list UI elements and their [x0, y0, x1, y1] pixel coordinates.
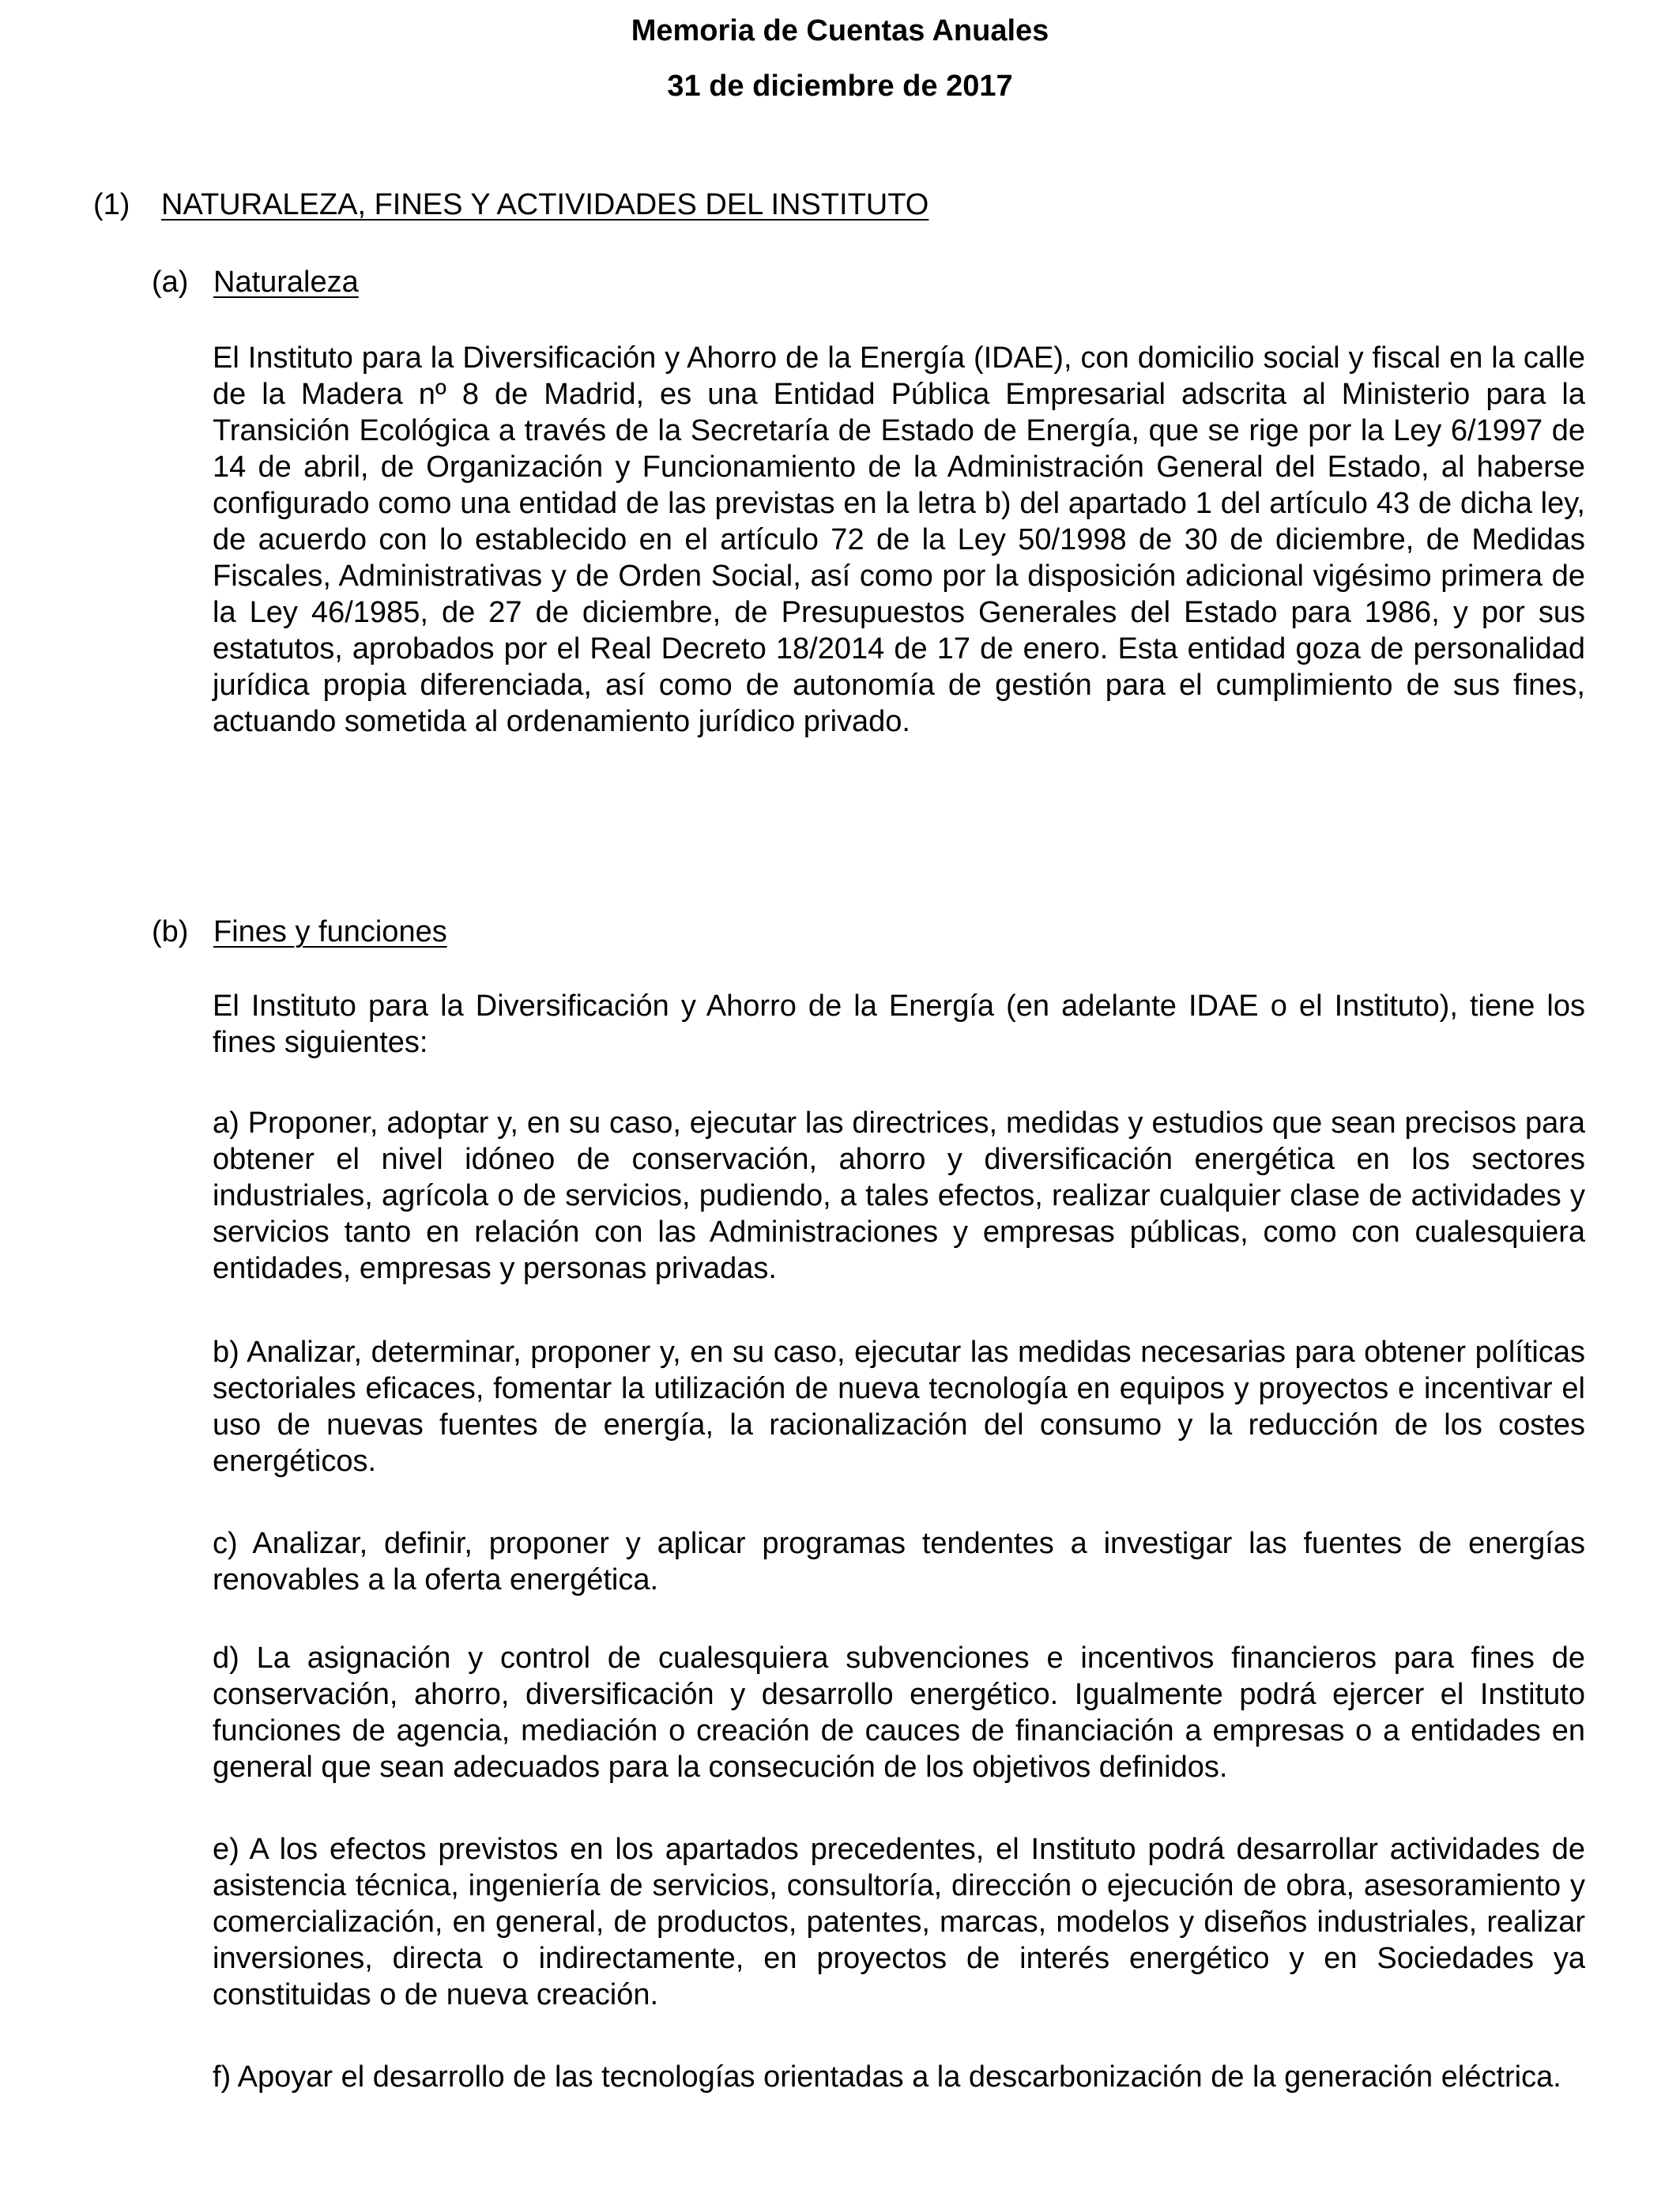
section-1-heading: [93, 187, 929, 223]
fines-item-b: b) Analizar, determinar, proponer y, en su caso, ejecutar las medidas necesarias para obtener políticas sectoriales eficaces, fomentar la utilización de nueva tecnología en equipos y proyectos e incentivar el uso de nuevas fuentes de energía, la racionalización del consumo y la reducción de los costes energéticos.: [213, 1336, 1585, 1478]
subsection-b-title: Fines y funciones: [213, 915, 447, 948]
fines-item-e: e) A los efectos previstos en los apartados precedentes, el Instituto podrá desarrollar actividades de asistencia técnica, ingeniería de servicios, consultoría, dirección o ejecución de obra, asesoramiento y comercialización, en general, de productos, patentes, marcas, modelos y diseños industriales, realizar inversiones, directa o indirectamente, en proyectos de interés energético y en Sociedades ya constituidas o de nueva creación.: [213, 1833, 1585, 2011]
document-date: 31 de diciembre de 2017: [667, 70, 1013, 103]
naturaleza-paragraph: El Instituto para la Diversificación y Ahorro de la Energía (IDAE), con domicilio social y fiscal en la calle de la Madera nº 8 de Madrid, es una Entidad Pública Empresarial adscrita al Ministerio para la Transición Ecológica a través de la Secretaría de Estado de Energía, que se rige por la Ley 6/1997 de 14 de abril, de Organización y Funcionamiento de la Administración General del Estado, al haberse configurado como una entidad de las previstas en la letra b) del apartado 1 del artículo 43 de dicha ley, de acuerdo con lo establecido en el artículo 72 de la Ley 50/1998 de 30 de diciembre, de Medidas Fiscales, Administrativas y de Orden Social, así como por la disposición adicional vigésimo primera de la Ley 46/1985, de 27 de diciembre, de Presupuestos Generales del Estado para 1986, y por sus estatutos, aprobados por el Real Decreto 18/2014 de 17 de enero. Esta entidad goza de personalidad jurídica propia diferenciada, así como de autonomía de gestión para el cumplimiento de sus fines, actuando sometida al ordenamiento jurídico privado.: [213, 341, 1585, 738]
fines-item-c: c) Analizar, definir, proponer y aplicar programas tendentes a investigar las fuentes de energías renovables a la oferta energética.: [213, 1527, 1585, 1596]
fines-intro-paragraph: El Instituto para la Diversificación y Ahorro de la Energía (en adelante IDAE o el Instituto), tiene los fines siguientes:: [213, 990, 1585, 1059]
subsection-a-heading: [152, 264, 359, 300]
subsection-b-heading: [152, 914, 447, 950]
subsection-a-letter: (a): [152, 266, 189, 299]
section-1-title: NATURALEZA, FINES Y ACTIVIDADES DEL INSTITUTO: [161, 188, 929, 221]
section-1-number: (1): [93, 188, 130, 221]
fines-item-d: d) La asignación y control de cualesquiera subvenciones e incentivos financieros para fines de conservación, ahorro, diversificación y desarrollo energético. Igualmente podrá ejercer el Instituto funciones de agencia, mediación o creación de cauces de financiación a empresas o a entidades en general que sean adecuados para la consecución de los objetivos definidos.: [213, 1642, 1585, 1784]
subsection-a-title: Naturaleza: [213, 266, 359, 299]
subsection-b-letter: (b): [152, 915, 189, 948]
fines-item-a: a) Proponer, adoptar y, en su caso, ejecutar las directrices, medidas y estudios que sean precisos para obtener el nivel idóneo de conservación, ahorro y diversificación energética en los sectores industriales, agrícola o de servicios, pudiendo, a tales efectos, realizar cualquier clase de actividades y servicios tanto en relación con las Administraciones y empresas públicas, como con cualesquiera entidades, empresas y personas privadas.: [213, 1106, 1585, 1285]
fines-item-f: f) Apoyar el desarrollo de las tecnologías orientadas a la descarbonización de la generación eléctrica.: [213, 2060, 1561, 2094]
document-title: Memoria de Cuentas Anuales: [631, 14, 1049, 47]
